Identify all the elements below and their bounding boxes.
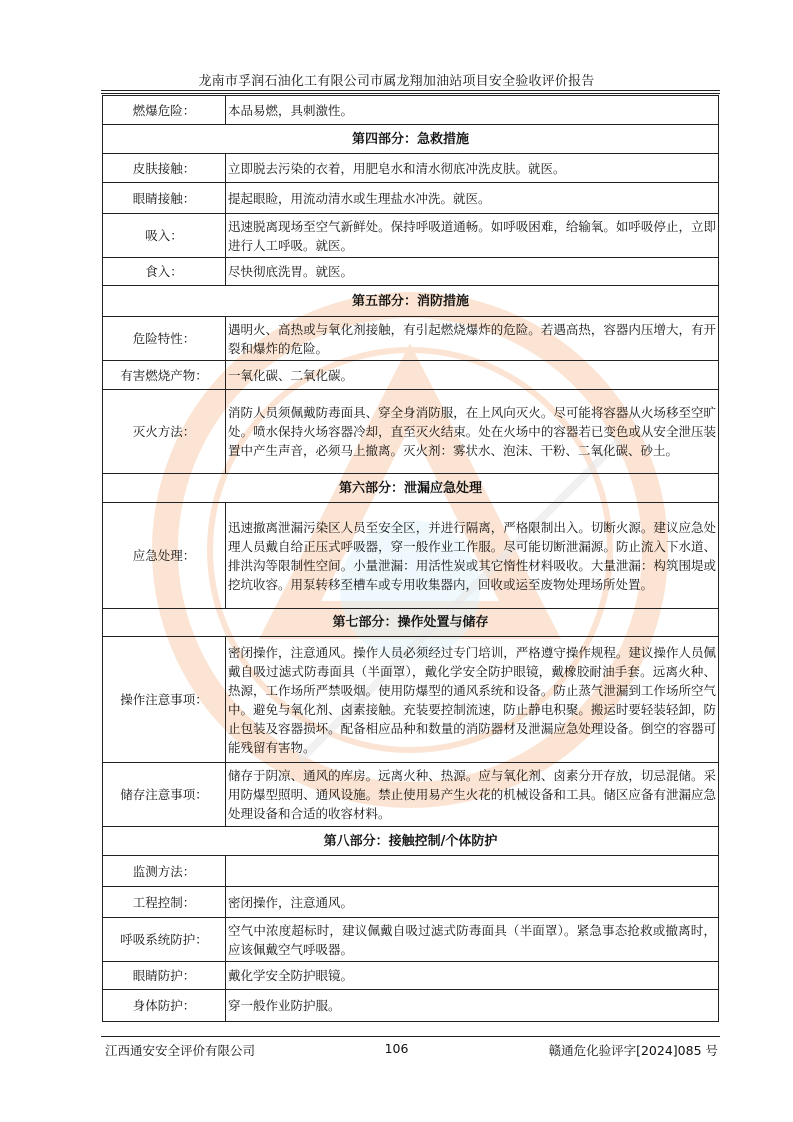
table-row <box>103 258 719 286</box>
row-value: 迅速撤离泄漏污染区人员至安全区，并进行隔离，严格限制出入。切断火源。建议应急处理人员戴自给正压式呼吸器，穿一般作业工作服。尽可能切断泄漏源。防止流入下水道、排洪沟等限制性空间。小量泄漏：用活性炭或其它惰性材料吸收。大量泄漏：构筑围堤或挖坑收容。用泵转移至槽车或专用收集器内，回收或运至废物处理场所处置。 <box>226 503 719 609</box>
row-value <box>226 856 719 887</box>
table-row <box>103 154 719 183</box>
table-row <box>103 361 719 390</box>
table-row <box>103 990 719 1022</box>
row-label: 应急处理： <box>103 503 226 609</box>
table-row <box>103 317 719 361</box>
row-label: 食入： <box>103 258 226 286</box>
row-value: 提起眼睑，用流动清水或生理盐水冲洗。就医。 <box>226 183 719 214</box>
table-row <box>103 96 719 125</box>
footer-rule <box>101 1036 720 1037</box>
table-row <box>103 918 719 962</box>
row-label: 燃爆危险： <box>103 96 226 125</box>
table-row <box>103 214 719 258</box>
row-label: 灭火方法： <box>103 390 226 474</box>
section-title: 第八部分：接触控制/个体防护 <box>103 827 719 856</box>
row-label: 工程控制： <box>103 887 226 918</box>
row-label: 监测方法： <box>103 856 226 887</box>
row-value: 一氧化碳、二氧化碳。 <box>226 361 719 390</box>
section-header <box>103 474 719 503</box>
row-label: 皮肤接触： <box>103 154 226 183</box>
row-label: 有害燃烧产物： <box>103 361 226 390</box>
row-label: 操作注意事项： <box>103 637 226 763</box>
table-row <box>103 503 719 609</box>
row-value: 密闭操作，注意通风。操作人员必须经过专门培训，严格遵守操作规程。建议操作人员佩戴自吸过滤式防毒面具（半面罩），戴化学安全防护眼镜，戴橡胶耐油手套。远离火种、热源，工作场所严禁吸烟。使用防爆型的通风系统和设备。防止蒸气泄漏到工作场所空气中。避免与氧化剂、卤素接触。充装要控制流速，防止静电积聚。搬运时要轻装轻卸，防止包装及容器损坏。配备相应品种和数量的消防器材及泄漏应急处理设备。倒空的容器可能残留有害物。 <box>226 637 719 763</box>
table-row <box>103 637 719 763</box>
row-value: 穿一般作业防护服。 <box>226 990 719 1022</box>
row-value: 密闭操作，注意通风。 <box>226 887 719 918</box>
row-value: 储存于阴凉、通风的库房。远离火种、热源。应与氧化剂、卤素分开存放，切忌混储。采用防爆型照明、通风设施。禁止使用易产生火花的机械设备和工具。储区应备有泄漏应急处理设备和合适的收容材料。 <box>226 763 719 827</box>
row-value: 消防人员须佩戴防毒面具、穿全身消防服，在上风向灭火。尽可能将容器从火场移至空旷处。喷水保持火场容器冷却，直至灭火结束。处在火场中的容器若已变色或从安全泄压装置中产生声音，必须马上撤离。灭火剂：雾状水、泡沫、干粉、二氧化碳、砂土。 <box>226 390 719 474</box>
table-row <box>103 183 719 214</box>
footer-doc-code: 赣通危化验评字[2024]085 号 <box>548 1043 718 1058</box>
row-value: 遇明火、高热或与氧化剂接触，有引起燃烧爆炸的危险。若遇高热，容器内压增大，有开裂和爆炸的危险。 <box>226 317 719 361</box>
header-rule-secondary <box>101 93 720 94</box>
section-title: 第四部分：急救措施 <box>103 125 719 154</box>
section-header <box>103 827 719 856</box>
row-label: 吸入： <box>103 214 226 258</box>
row-value: 本品易燃，具刺激性。 <box>226 96 719 125</box>
row-label: 呼吸系统防护： <box>103 918 226 962</box>
report-header-title: 龙南市孚润石油化工有限公司市属龙翔加油站项目安全验收评价报告 <box>198 74 595 89</box>
row-value: 立即脱去污染的衣着，用肥皂水和清水彻底冲洗皮肤。就医。 <box>226 154 719 183</box>
footer-company: 江西通安安全评价有限公司 <box>105 1043 256 1058</box>
section-header <box>103 609 719 637</box>
row-value: 空气中浓度超标时，建议佩戴自吸过滤式防毒面具（半面罩）。紧急事态抢救或撤离时，应该佩戴空气呼吸器。 <box>226 918 719 962</box>
section-title: 第七部分：操作处置与储存 <box>103 609 719 637</box>
header-rule <box>101 90 720 91</box>
section-header <box>103 286 719 317</box>
row-value: 尽快彻底洗胃。就医。 <box>226 258 719 286</box>
row-value: 迅速脱离现场至空气新鲜处。保持呼吸道通畅。如呼吸困难，给输氧。如呼吸停止，立即进行人工呼吸。就医。 <box>226 214 719 258</box>
section-title: 第五部分：消防措施 <box>103 286 719 317</box>
row-label: 危险特性： <box>103 317 226 361</box>
section-header <box>103 125 719 154</box>
footer-page-number: 106 <box>384 1041 409 1056</box>
row-label: 眼睛防护： <box>103 962 226 990</box>
table-row <box>103 763 719 827</box>
row-label: 身体防护： <box>103 990 226 1022</box>
table-row <box>103 856 719 887</box>
table-row <box>103 962 719 990</box>
row-value: 戴化学安全防护眼镜。 <box>226 962 719 990</box>
msds-table <box>102 95 719 1022</box>
table-row <box>103 887 719 918</box>
row-label: 储存注意事项： <box>103 763 226 827</box>
row-label: 眼睛接触： <box>103 183 226 214</box>
section-title: 第六部分：泄漏应急处理 <box>103 474 719 503</box>
table-row <box>103 390 719 474</box>
